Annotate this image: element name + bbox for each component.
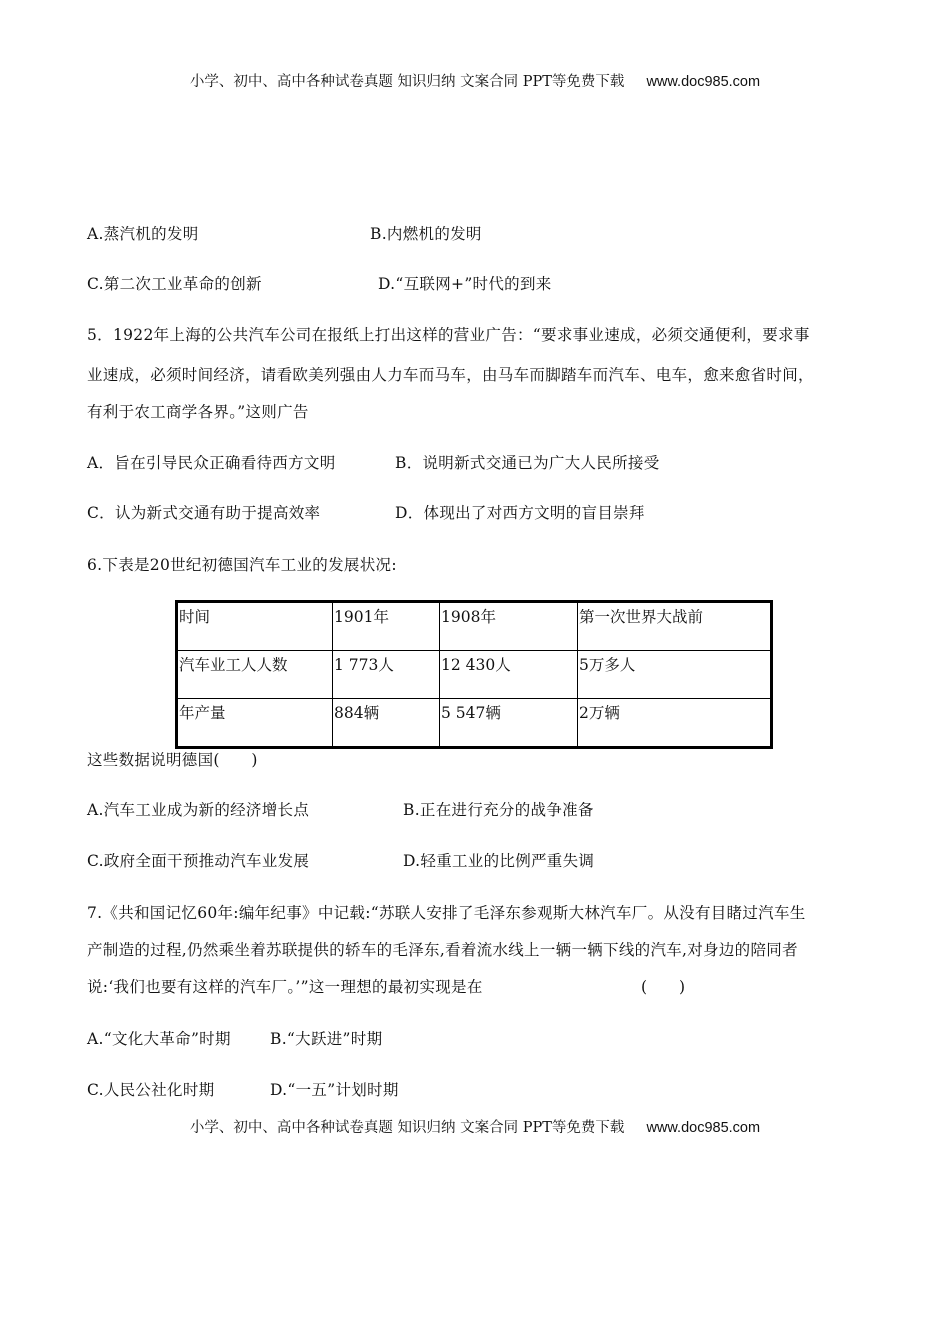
page-header: [0, 70, 950, 91]
table-cell: 884辆: [333, 699, 440, 748]
q6-question: 这些数据说明德国( ): [87, 751, 258, 769]
table-row: [177, 699, 772, 748]
table-header-row: [177, 602, 772, 651]
header-text: 小学、初中、高中各种试卷真题 知识归纳 文案合同 PPT等免费下载: [189, 74, 625, 90]
q7-option-a[interactable]: A.“文化大革命”时期: [87, 1030, 231, 1048]
q6-option-b[interactable]: B.正在进行充分的战争准备: [403, 801, 594, 819]
table-header-cell: 时间: [177, 602, 333, 651]
page-footer: [0, 1116, 950, 1137]
q6-data-table: [175, 600, 773, 749]
table-cell: 12 430人: [440, 651, 578, 699]
q4-option-a[interactable]: A.蒸汽机的发明: [87, 225, 199, 243]
q7-option-c[interactable]: C.人民公社化时期: [87, 1081, 215, 1099]
q5-option-a[interactable]: A．旨在引导民众正确看待西方文明: [87, 454, 336, 472]
q5-option-c[interactable]: C．认为新式交通有助于提高效率: [87, 504, 321, 522]
table-row: [177, 651, 772, 699]
q5-stem-line-1: 5．1922年上海的公共汽车公司在报纸上打出这样的营业广告：“要求事业速成，必须交通便利，要求事: [87, 326, 810, 344]
q4-option-c[interactable]: C.第二次工业革命的创新: [87, 275, 262, 293]
q4-option-b[interactable]: B.内燃机的发明: [370, 225, 482, 243]
table-header-cell: 第一次世界大战前: [578, 602, 772, 651]
table-header-cell: 1901年: [333, 602, 440, 651]
q6-option-a[interactable]: A.汽车工业成为新的经济增长点: [87, 801, 310, 819]
table-cell: 5万多人: [578, 651, 772, 699]
q5-option-b[interactable]: B．说明新式交通已为广大人民所接受: [395, 454, 660, 472]
table-cell: 5 547辆: [440, 699, 578, 748]
q6-option-d[interactable]: D.轻重工业的比例严重失调: [403, 852, 595, 870]
table-cell: 汽车业工人人数: [177, 651, 333, 699]
q7-option-b[interactable]: B.“大跃进”时期: [270, 1030, 383, 1048]
q5-stem-line-3: 有利于农工商学各界。”这则广告: [87, 403, 309, 421]
table-cell: 1 773人: [333, 651, 440, 699]
q5-stem-line-2: 业速成，必须时间经济，请看欧美列强由人力车而马车，由马车而脚踏车而汽车、电车，愈来愈省时间，: [87, 366, 814, 384]
q4-option-d[interactable]: D.“互联网+”时代的到来: [378, 275, 552, 293]
q6-option-c[interactable]: C.政府全面干预推动汽车业发展: [87, 852, 310, 870]
table-cell: 2万辆: [578, 699, 772, 748]
q5-option-d[interactable]: D．体现出了对西方文明的盲目崇拜: [395, 504, 645, 522]
q7-option-d[interactable]: D.“一五”计划时期: [270, 1081, 399, 1099]
table-header-cell: 1908年: [440, 602, 578, 651]
q6-stem: 6.下表是20世纪初德国汽车工业的发展状况:: [87, 556, 397, 574]
q7-stem-line-2: 产制造的过程,仍然乘坐着苏联提供的轿车的毛泽东,看着流水线上一辆一辆下线的汽车,对身边的陪同者: [87, 941, 798, 959]
header-url[interactable]: www.doc985.com: [646, 74, 761, 90]
q7-answer-bracket[interactable]: ( ): [641, 978, 686, 996]
footer-text: 小学、初中、高中各种试卷真题 知识归纳 文案合同 PPT等免费下载: [189, 1120, 625, 1136]
q7-stem-line-1: 7.《共和国记忆60年:编年纪事》中记载:“苏联人安排了毛泽东参观斯大林汽车厂。从没有目睹过汽车生: [87, 904, 806, 922]
footer-url[interactable]: www.doc985.com: [646, 1120, 761, 1136]
q7-stem-line-3: 说:‘我们也要有这样的汽车厂。’”这一理想的最初实现是在: [87, 978, 483, 996]
table-cell: 年产量: [177, 699, 333, 748]
